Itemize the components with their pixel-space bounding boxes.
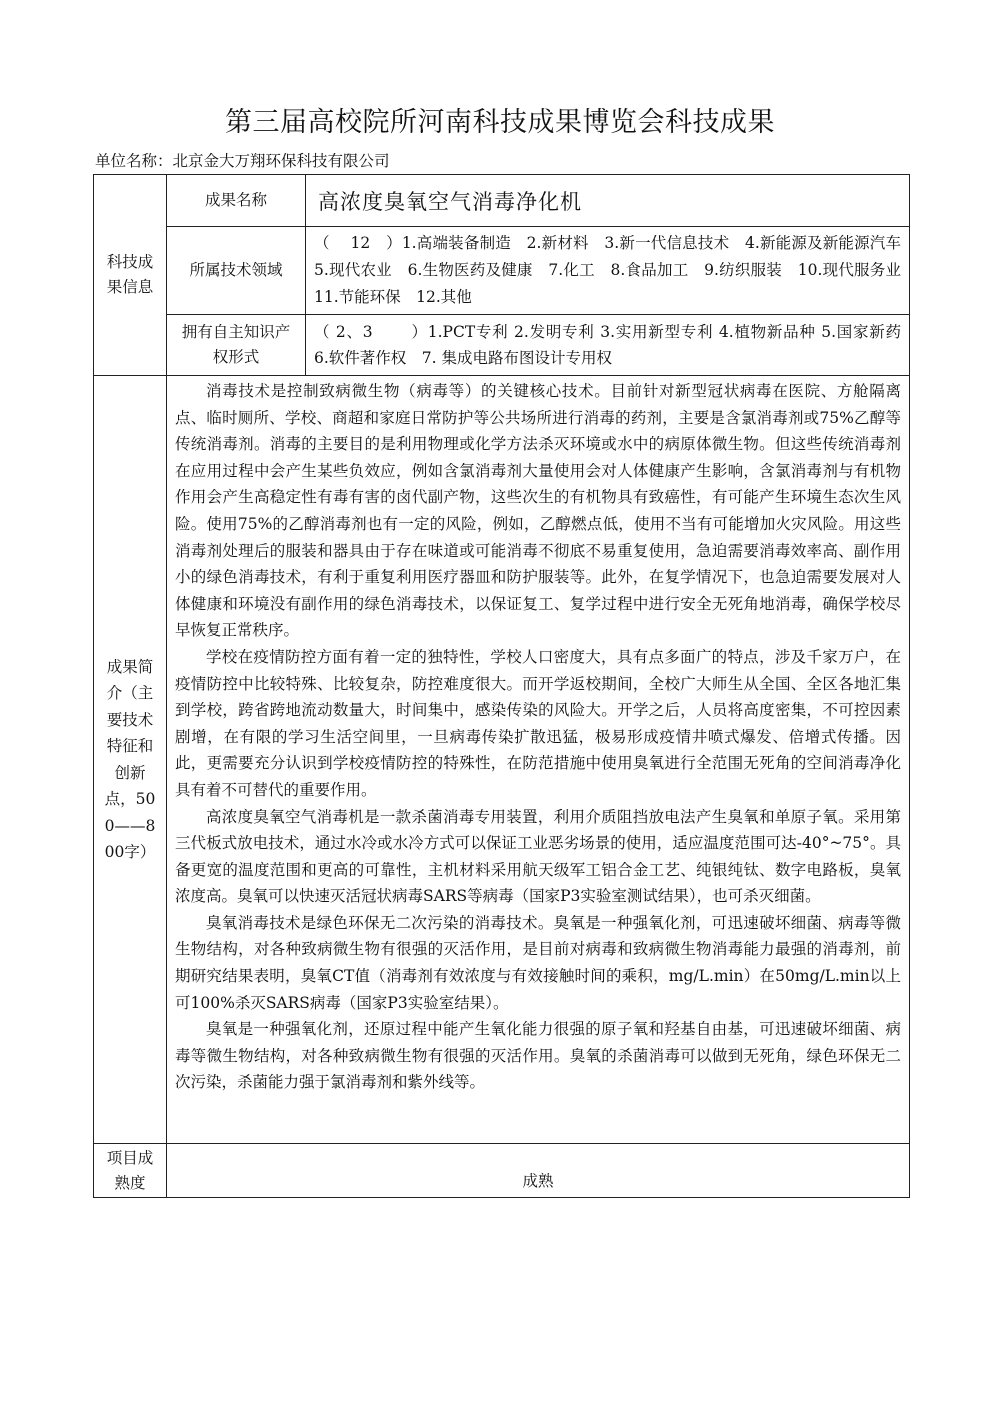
intro-paragraph: 高浓度臭氧空气消毒机是一款杀菌消毒专用装置，利用介质阻挡放电法产生臭氧和单原子氧。采用第三代板式放电技术，通过水冷或水冷方式可以保证工业恶劣场景的使用，适应温度范围可达-40°~75°。具备更宽的温度范围和更高的可靠性，主机材料采用航天级军工铝合金工艺、纯银纯钛、数字电路板，臭氧浓度高。臭氧可以快速灭活冠状病毒SARS等病毒（国家P3实验室测试结果），也可杀灭细菌。 bbox=[175, 807, 901, 906]
ip-label: 拥有自主知识产权形式 bbox=[167, 315, 306, 376]
achievement-form-table bbox=[93, 174, 917, 1198]
field-label: 所属技术领域 bbox=[167, 227, 306, 315]
field-options: （ 12 ）1.高端装备制造 2.新材料 3.新一代信息技术 4.新能源及新能源汽车 5.现代农业 6.生物医药及健康 7.化工 8.食品加工 9.纺织服装 10.现代服务业 11.节能环保 12.其他 bbox=[306, 227, 910, 315]
intro-paragraph: 消毒技术是控制致病微生物（病毒等）的关键核心技术。目前针对新型冠状病毒在医院、方舱隔离点、临时厕所、学校、商超和家庭日常防护等公共场所进行消毒的药剂，主要是含氯消毒剂或75%乙醇等传统消毒剂。消毒的主要目的是利用物理或化学方法杀灭环境或水中的病原体微生物。但这些传统消毒剂在应用过程中会产生某些负效应，例如含氯消毒剂大量使用会对人体健康产生影响，含氯消毒剂与有机物作用会产生高稳定性有毒有害的卤代副产物，这些次生的有机物具有致癌性，有可能产生环境生态次生风险。使用75%的乙醇消毒剂也有一定的风险，例如，乙醇燃点低，使用不当有可能增加火灾风险。用这些消毒剂处理后的服装和器具由于存在味道或可能消毒不彻底不易重复使用，急迫需要消毒效率高、副作用小的绿色消毒技术，有利于重复利用医疗器皿和防护服装等。此外，在复学情况下，也急迫需要发展对人体健康和环境没有副作用的绿色消毒技术，以保证复工、复学过程中进行安全无死角地消毒，确保学校尽早恢复正常秩序。 bbox=[175, 382, 901, 640]
intro-content bbox=[167, 376, 910, 1144]
unit-name-line: 单位名称：北京金大万翔环保科技有限公司 bbox=[95, 152, 390, 170]
intro-label: 成果简介（主要技术特征和创新点，500——800字） bbox=[94, 376, 167, 1144]
section-info-label: 科技成果信息 bbox=[94, 175, 167, 376]
maturity-value: 成熟 bbox=[167, 1144, 910, 1198]
name-value: 高浓度臭氧空气消毒净化机 bbox=[306, 175, 910, 227]
intro-paragraph: 臭氧是一种强氧化剂，还原过程中能产生氧化能力很强的原子氧和羟基自由基，可迅速破坏细菌、病毒等微生物结构，对各种致病微生物有很强的灭活作用。臭氧的杀菌消毒可以做到无死角，绿色环保无二次污染，杀菌能力强于氯消毒剂和紫外线等。 bbox=[175, 1020, 901, 1092]
intro-paragraph: 学校在疫情防控方面有着一定的独特性，学校人口密度大，具有点多面广的特点，涉及千家万户，在疫情防控中比较特殊、比较复杂，防控难度很大。而开学返校期间，全校广大师生从全国、全区各地汇集到学校，跨省跨地流动数量大，时间集中，感染传染的风险大。开学之后，人员将高度密集，不可控因素剧增，在有限的学习生活空间里，一旦病毒传染扩散迅猛，极易形成疫情井喷式爆发、倍增式传播。因此，更需要充分认识到学校疫情防控的特殊性，在防范措施中使用臭氧进行全范围无死角的空间消毒净化具有着不可替代的重要作用。 bbox=[175, 647, 901, 799]
page-title: 第三届高校院所河南科技成果博览会科技成果 bbox=[225, 107, 775, 138]
intro-paragraph: 臭氧消毒技术是绿色环保无二次污染的消毒技术。臭氧是一种强氧化剂，可迅速破坏细菌、病毒等微生物结构，对各种致病微生物有很强的灭活作用，是目前对病毒和致病微生物消毒能力最强的消毒剂，前期研究结果表明，臭氧CT值（消毒剂有效浓度与有效接触时间的乘积，mg/L.min）在50mg/L.min以上可100%杀灭SARS病毒（国家P3实验室结果）。 bbox=[175, 913, 901, 1012]
name-label: 成果名称 bbox=[167, 175, 306, 227]
ip-options: （ 2、3 ）1.PCT专利 2.发明专利 3.实用新型专利 4.植物新品种 5.国家新药 6.软件著作权 7. 集成电路布图设计专用权 bbox=[306, 315, 910, 376]
maturity-label: 项目成熟度 bbox=[94, 1144, 167, 1198]
